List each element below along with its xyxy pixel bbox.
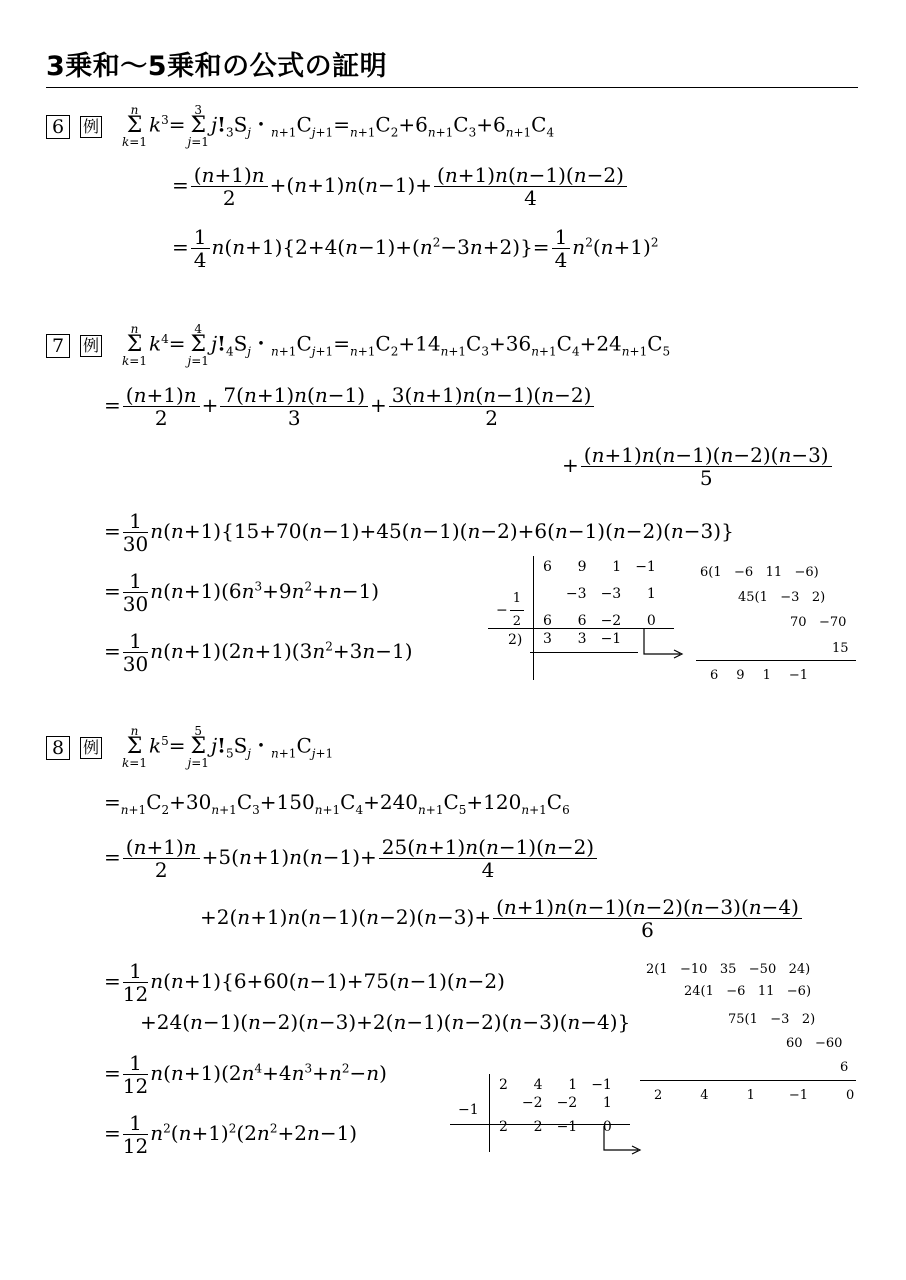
eq8-line5: = $\frac{1}{12}$ n(n+1){6+60(n−1)+75(n−1)(n−2) <box>104 959 505 1006</box>
arrow-7 <box>640 628 686 662</box>
synthetic7-divisor: − $\frac{1}{2}$ <box>496 588 526 633</box>
example-label-7: 例 <box>80 335 102 357</box>
eq7-line3: + $\frac{(n+1)n(n-1)(n-2)(n-3)}{5}$ <box>562 444 834 489</box>
eq6-line3: = $\frac{1}{4}$ $n(n+1)\{2+4(n-1)+(n^2-3n+2)\}=$ $\frac{1}{4}$ $n^2(n+1)^2$ <box>172 225 659 272</box>
synthetic8-divisor: −1 <box>458 1102 479 1118</box>
division8-result: 2 4 1 −1 0 <box>654 1088 855 1103</box>
example-label-8: 例 <box>80 737 102 759</box>
arrow-8 <box>600 1126 646 1156</box>
eq8-line7: = $\frac{1}{12}$ $n(n+1)(2n^4+4n^3+n^2-n)$ <box>104 1051 387 1098</box>
eq8-line1: n Σ $k=1k^5=5$ Σ $j=1j!_5S_j$・$_{n+1}C_{j+1}$ <box>122 724 334 770</box>
synthetic-division-7: 6 9 1 −1 −3 −3 1 6 6 −2 0 3 3 −1 <box>543 559 656 647</box>
eq7-line5: = $\frac{1}{30}$ $n(n+1)(6n^3+9n^2+n-1)$ <box>104 569 380 616</box>
eq8-line4: +2(n+1)n(n−1)(n−2)(n−3)+ $\frac{(n+1)n(n-1)(n-2)(n-3)(n-4)}{6}$ <box>200 896 804 941</box>
eq7-line1: n Σ $k=1k^4=4$ Σ $j=1j!_4S_j$・$_{n+1}C_{j+1}=_{n+1}C_2+14_{n+1}C_3+36_{n+1}C_4+24_{n+1}C_5$ <box>122 322 671 368</box>
eq7-line6: = $\frac{1}{30}$ $n(n+1)(2n+1)(3n^2+3n-1)$ <box>104 629 413 676</box>
section-number-8: 8 <box>46 736 70 760</box>
eq6-line1: n Σ $k=1k^3=3$ Σ $j=1j!_3S_j$・$_{n+1}C_{j+1}=_{n+1}C_2+6_{n+1}C_3+6_{n+1}C_4$ <box>122 103 555 149</box>
eq7-line2: = $\frac{(n+1)n}{2}$ + $\frac{7(n+1)n(n-1)}{3}$ + $\frac{3(n+1)n(n-1)(n-2)}{2}$ <box>104 384 596 429</box>
eq8-line8: = $\frac{1}{12}$ $n^2(n+1)^2(2n^2+2n-1)$ <box>104 1111 358 1158</box>
section-number-7: 7 <box>46 334 70 358</box>
eq6-line2: = $\frac{(n+1)n}{2}$ +(n+1)n(n−1)+ $\frac{(n+1)n(n-1)(n-2)}{4}$ <box>172 164 629 209</box>
eq8-line6: +24(n−1)(n−2)(n−3)+2(n−1)(n−2)(n−3)(n−4)} <box>140 1010 631 1034</box>
eq8-line3: = $\frac{(n+1)n}{2}$ +5(n+1)n(n−1)+ $\frac{25(n+1)n(n-1)(n-2)}{4}$ <box>104 836 599 881</box>
eq7-line4: = $\frac{1}{30}$ n(n+1){15+70(n−1)+45(n−1)(n−2)+6(n−1)(n−2)(n−3)} <box>104 509 734 556</box>
division7-result: 6 9 1 −1 <box>710 668 809 683</box>
page-title: 3乗和〜5乗和の公式の証明 <box>46 44 858 88</box>
synthetic-division-8: 2 4 1 −1 −2 −2 1 2 2 −1 0 <box>499 1077 612 1135</box>
eq8-line2: $=_{n+1}C_2+30_{n+1}C_3+150_{n+1}C_4+240_{n+1}C_5+120_{n+1}C_6$ <box>104 790 570 817</box>
synthetic7-divisor2: 2) <box>508 632 523 648</box>
example-label-6: 例 <box>80 116 102 138</box>
section-number-6: 6 <box>46 115 70 139</box>
